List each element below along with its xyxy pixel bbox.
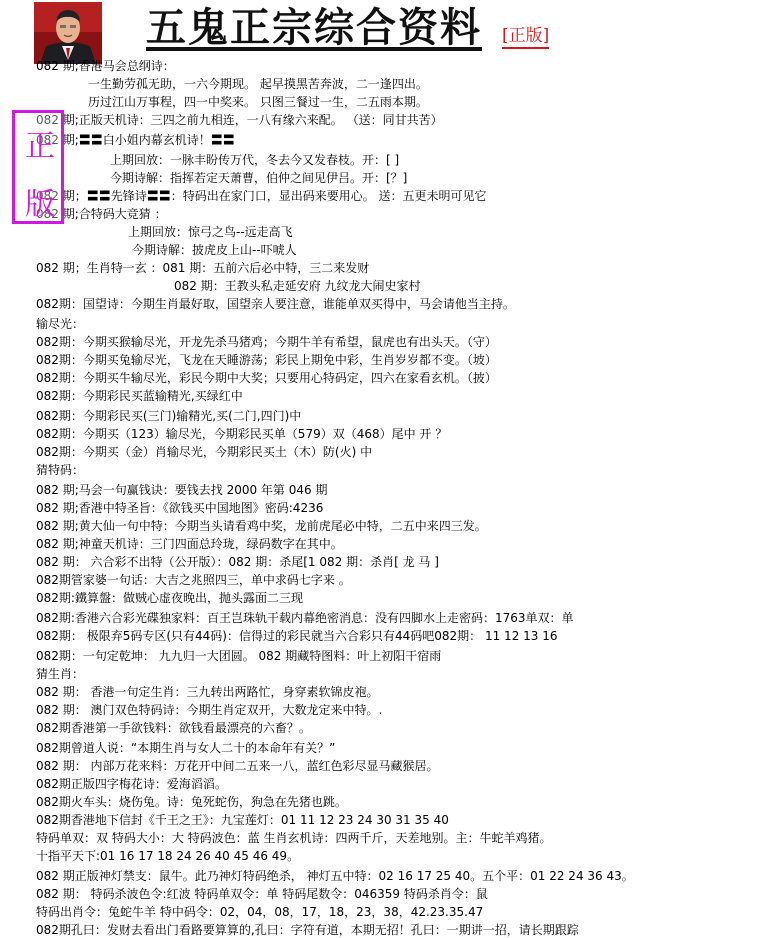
text-line: 082 期： 六合彩不出特（公开版）：082 期：杀尾[1 082 期：杀肖[ 龙 马 ] xyxy=(36,555,439,569)
text-line: 082期：今期买（金）肖输尽光，今期彩民买土（木）防(火) 中 xyxy=(36,445,373,459)
text-line: 082期：今期彩民买(三门)输精光,买(二门,四门)中 xyxy=(36,409,302,423)
text-line: 一生勤劳孤无助，一六今期现。 起早摸黑苦奔波，二一逢四出。 xyxy=(88,77,428,91)
text-line: 082 期;香港马会总纲诗： xyxy=(36,59,175,73)
text-line: 082期孔曰：发财去看出门看路要算算的,孔曰：字符有道，本期无招！孔曰：一期讲一招，请长期跟踪 xyxy=(36,923,579,937)
text-line: 082期：国望诗：今期生肖最好取，国望亲人要注意，谁能单双买得中，马会请他当主持。 xyxy=(36,297,515,311)
text-line: 082 期：王教头私走延安府 九纹龙大闹史家村 xyxy=(174,279,421,293)
text-line: 特码出肖令：兔蛇牛羊 特中码令：02，04，08，17，18，23，38，42.23.35.47 xyxy=(36,905,484,919)
text-line: 082期火车头：烧伤兔。诗：兔死蛇伤，狗急在先猪也跳。 xyxy=(36,795,347,809)
text-line: 猜生肖： xyxy=(36,667,85,681)
text-line: 上期回放：一脉丰盼传万代，冬去今又发春枝。开：[ ] xyxy=(110,153,400,167)
text-line: 082期：今期买牛输尽光，彩民今期中大奖；只要用心特码定，四六在家看玄机。（披） xyxy=(36,371,497,385)
text-line: 082 期： 内部万花来料：万花开中间二五来一八，蓝红色彩尽显马藏猴居。 xyxy=(36,759,439,773)
text-line: 082期：今期买兔输尽光，飞龙在天睡游荡；彩民上期免中彩，生肖岁岁都不变。（坡） xyxy=(36,353,497,367)
text-line: 082期曾道人说：“本期生肖与女人二十的本命年有关？” xyxy=(36,741,336,755)
text-line: 082期香港地下信封《千王之王》：九宝莲灯：01 11 12 23 24 30 31 35 40 xyxy=(36,813,449,827)
page-title: 五鬼正宗综合资料 xyxy=(146,4,482,51)
text-line: 082 期；〓〓先锋诗〓〓：特码出在家门口，显出码来要用心。 送：五更未明可见它 xyxy=(36,189,487,203)
text-line: 历过江山万事程，四一中奖来。 只图三餐过一生，二五雨本期。 xyxy=(88,95,428,109)
text-line: 十指平天下:01 16 17 18 24 26 40 45 46 49。 xyxy=(36,849,300,863)
text-line: 猜特码： xyxy=(36,463,85,477)
text-line: 082 期： 香港一句定生肖：三九转出两路忙，身穿素软锦皮袍。 xyxy=(36,685,379,699)
text-line: 上期回放：惊弓之鸟--远走高飞 xyxy=(128,225,293,239)
stamp-char: 正 xyxy=(25,129,55,164)
text-line: 082期：一句定乾坤： 九九归一大团圆。 082 期藏特图料：叶上初阳干宿雨 xyxy=(36,649,442,663)
text-line: 082期:鐵算盤：做贼心虚夜晚出，抛头露面二三现 xyxy=(36,591,303,605)
text-line: 082 期： 澳门双色特码诗：今期生肖定双开，大数龙定来中特。. xyxy=(36,703,383,717)
text-line: 082期:香港六合彩光碟独家料：百王岂珠轨干载内幕绝密消息：没有四脚水上走密码：1763单双：单 xyxy=(36,611,574,625)
text-line: 082期：今期买猴输尽光，开龙先杀马猪鸡；今期牛羊有希望，鼠虎也有出头天。（守） xyxy=(36,335,497,349)
text-line: 082 期;马会一句赢钱诀：要钱去找 2000 年第 046 期 xyxy=(36,483,328,497)
avatar xyxy=(34,2,102,64)
text-line: 082 期;香港中特圣旨：《欲钱买中国地图》密码:4236 xyxy=(36,501,324,515)
text-line: 082期：今期买（123）输尽光，今期彩民买单（579）双（468）尾中 开 ？ xyxy=(36,427,448,441)
version-badge: [正版] xyxy=(502,25,549,49)
text-line: 082 期;〓〓白小姐内幕玄机诗！〓〓 xyxy=(36,133,235,147)
text-line: 输尽光： xyxy=(36,317,85,331)
text-line: 082 期;黄大仙一句中特：今期当头请看鸡中奖，龙前虎尾必中特，二五中来四三发。 xyxy=(36,519,487,533)
text-line: 082 期正版神灯禁支：鼠牛。此乃神灯特码绝杀， 神灯五中特：02 16 17 25 40。五个平：01 22 24 36 43。 xyxy=(36,869,634,883)
text-line: 082 期： 特码杀波色令:红波 特码单双令：单 特码尾数令：046359 特码杀肖令：鼠 xyxy=(36,887,488,901)
text-line: 082期： 极限弃5码专区(只有44码)：信得过的彩民就当六合彩只有44码吧082期： 11 12 13 16 xyxy=(36,629,558,643)
text-line: 特码单双：双 特码大小：大 特码波色：蓝 生肖玄机诗：四两千斤，天差地别。主：牛蛇羊鸡猪。 xyxy=(36,831,552,845)
text-line: 今期诗解：披虎皮上山--吓唬人 xyxy=(132,243,297,257)
text-line: 今期诗解：指挥若定天萧曹，伯仲之间见伊吕。开：[？] xyxy=(110,171,408,185)
text-line: 082 期;正版天机诗：三四之前九相连，一八有缘六来配。 （送：同甘共苦） xyxy=(36,113,443,127)
text-line: 082期香港第一手欲钱料：欲钱看最漂亮的六畜？。 xyxy=(36,721,311,735)
author-portrait-icon xyxy=(34,2,102,64)
text-line: 082期管家婆一句话：大吉之兆照四三，单中求码七字来 。 xyxy=(36,573,351,587)
text-line: 082 期;合特码大竞猜 ： xyxy=(36,207,167,221)
text-line: 082期：今期彩民买蓝输精光,买绿红中 xyxy=(36,389,243,403)
stamp-char: 版 xyxy=(25,187,55,222)
genuine-stamp xyxy=(12,110,64,224)
text-line: 082 期;神童天机诗：三门四面总玲珑，绿码数字在其中。 xyxy=(36,537,343,551)
text-line: 082 期；生肖特一玄 ：081 期：五前六后必中特，三二来发财 xyxy=(36,261,370,275)
text-line: 082期正版四字梅花诗：爱海滔滔。 xyxy=(36,777,227,791)
